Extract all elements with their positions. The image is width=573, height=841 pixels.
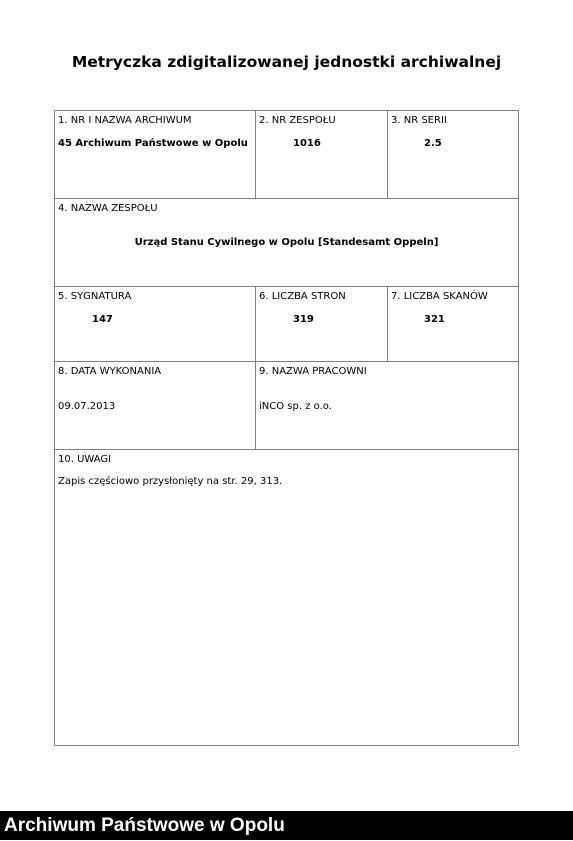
- metadata-form: [54, 110, 519, 746]
- scan-count-label: 7. LICZBA SKANÓW: [391, 291, 488, 302]
- archive-value: 45 Archiwum Państwowe w Opolu: [58, 138, 248, 149]
- remarks-value: Zapis częściowo przysłonięty na str. 29, 313.: [58, 476, 283, 487]
- date-value: 09.07.2013: [58, 401, 116, 412]
- fonds-name-cell: [55, 199, 518, 287]
- footer-banner: Archiwum Państwowe w Opolu: [0, 811, 573, 840]
- date-label: 8. DATA WYKONANIA: [58, 366, 162, 377]
- remarks-label: 10. UWAGI: [58, 454, 112, 465]
- signature-cell: [55, 287, 255, 362]
- fonds-number-value: 1016: [293, 138, 321, 149]
- date-cell: [55, 362, 255, 450]
- workshop-value: iNCO sp. z o.o.: [259, 401, 332, 412]
- remarks-cell: [55, 450, 518, 745]
- page-count-label: 6. LICZBA STRON: [259, 291, 346, 302]
- page-count-cell: [255, 287, 387, 362]
- workshop-cell: [255, 362, 518, 450]
- fonds-name-value: Urząd Stanu Cywilnego w Opolu [Standesamt Oppeln]: [134, 237, 439, 248]
- page-title: Metryczka zdigitalizowanej jednostki archiwalnej: [71, 53, 502, 71]
- signature-value: 147: [92, 314, 113, 325]
- archive-cell: [55, 111, 255, 199]
- series-label: 3. NR SERII: [391, 115, 447, 126]
- series-value: 2.5: [424, 138, 442, 149]
- signature-label: 5. SYGNATURA: [58, 291, 132, 302]
- archive-label: 1. NR I NAZWA ARCHIWUM: [58, 115, 192, 126]
- page-count-value: 319: [293, 314, 314, 325]
- fonds-number-cell: [255, 111, 387, 199]
- fonds-name-label: 4. NAZWA ZESPOŁU: [58, 203, 158, 214]
- scan-count-cell: [387, 287, 518, 362]
- workshop-label: 9. NAZWA PRACOWNI: [259, 366, 367, 377]
- scan-count-value: 321: [424, 314, 445, 325]
- series-cell: [387, 111, 518, 199]
- fonds-number-label: 2. NR ZESPOŁU: [259, 115, 336, 126]
